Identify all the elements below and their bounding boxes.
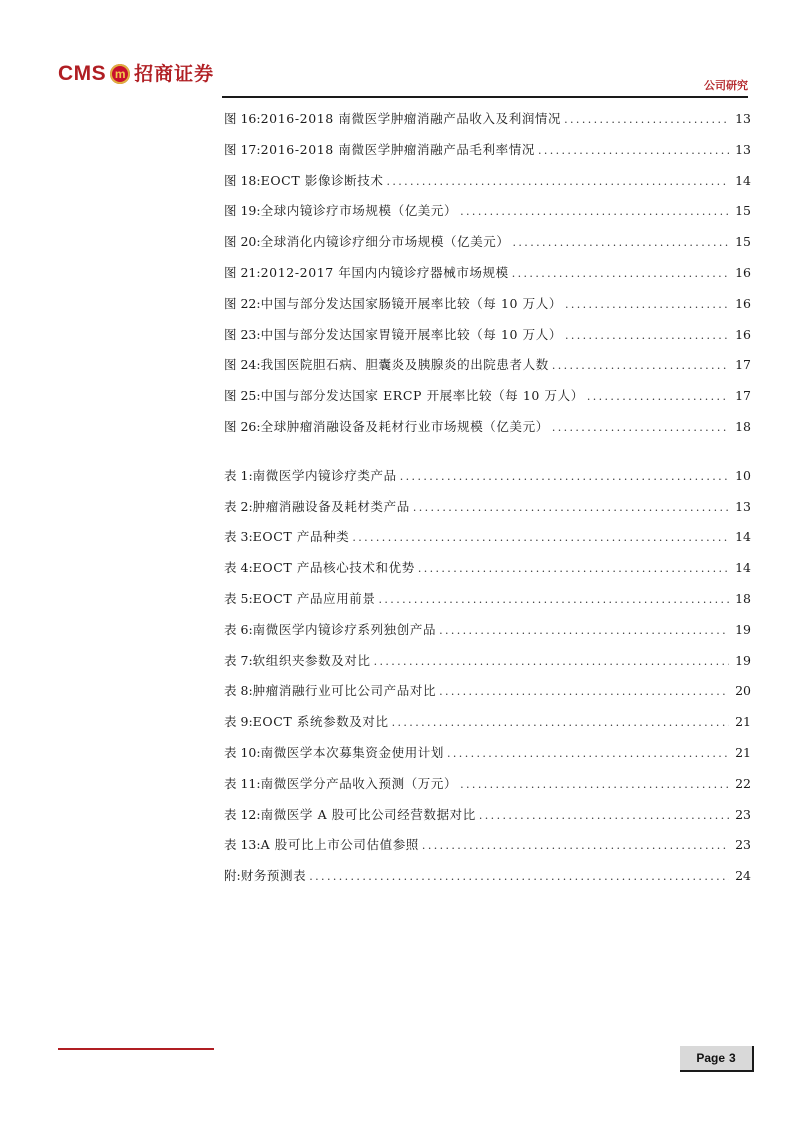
toc-entry-page: 16 — [735, 295, 751, 311]
toc-entry-page: 14 — [735, 529, 751, 545]
toc-entry-leader — [460, 197, 729, 228]
toc-entry-leader — [513, 228, 730, 259]
toc-entry-separator: : — [256, 295, 261, 311]
toc-entry-title: 南微医学 A 股可比公司经营数据对比 — [260, 806, 476, 822]
logo-latin-text: CMS — [58, 62, 107, 85]
toc-entry-title: 2012-2017 年国内内镜诊疗器械市场规模 — [260, 264, 509, 280]
table-list — [224, 461, 751, 892]
toc-entry-separator: : — [256, 837, 261, 853]
toc-entry-separator: : — [256, 357, 261, 373]
toc-entry-separator: : — [256, 744, 261, 760]
toc-entry-title: 全球内镜诊疗市场规模（亿美元） — [260, 203, 458, 219]
toc-entry-separator: : — [248, 590, 253, 606]
toc-entry[interactable] — [224, 135, 751, 166]
toc-entry-leader — [413, 493, 729, 524]
toc-entry-label: 图 22 — [224, 295, 257, 311]
toc-entry-separator: : — [256, 264, 261, 280]
toc-entry-label: 表 5 — [224, 590, 249, 606]
toc-entry-leader — [422, 831, 729, 862]
toc-entry-separator: : — [248, 467, 253, 483]
toc-entry-page: 19 — [735, 652, 751, 668]
toc-entry-label: 图 16 — [224, 111, 257, 126]
table-of-contents — [224, 104, 751, 892]
toc-entry-title: 全球肿瘤消融设备及耗材行业市场规模（亿美元） — [260, 418, 549, 434]
toc-entry-leader — [565, 290, 729, 321]
toc-entry-title: A 股可比上市公司估值参照 — [260, 837, 419, 853]
section-label: 公司研究 — [704, 79, 748, 92]
toc-entry-leader — [439, 616, 729, 647]
page-header — [0, 0, 793, 100]
toc-entry-title: 中国与部分发达国家 ERCP 开展率比较（每 10 万人） — [260, 388, 584, 404]
toc-entry-separator: : — [256, 326, 261, 342]
toc-entry-separator: : — [256, 388, 261, 404]
toc-entry-leader — [479, 801, 729, 832]
toc-entry-label: 表 6 — [224, 621, 249, 637]
toc-entry-page: 14 — [735, 560, 751, 576]
toc-entry-separator: : — [256, 418, 261, 434]
toc-entry[interactable] — [224, 738, 751, 769]
toc-entry-title: 南微医学分产品收入预测（万元） — [260, 775, 458, 791]
toc-entry-leader — [418, 554, 729, 585]
toc-entry-separator: : — [256, 775, 261, 791]
toc-entry[interactable] — [224, 707, 751, 738]
toc-entry-page: 18 — [735, 590, 751, 606]
toc-entry[interactable] — [224, 522, 751, 553]
toc-entry-page: 16 — [735, 326, 751, 342]
toc-entry-title: 肿瘤消融行业可比公司产品对比 — [252, 683, 437, 699]
toc-entry-label: 表 8 — [224, 683, 249, 699]
toc-entry-label: 表 12 — [224, 806, 257, 822]
toc-entry[interactable] — [224, 350, 751, 381]
toc-entry-label: 图 17 — [224, 141, 257, 157]
toc-entry-label: 表 2 — [224, 498, 249, 514]
toc-entry-title: 南微医学本次募集资金使用计划 — [260, 744, 445, 760]
toc-entry-separator: : — [256, 234, 261, 250]
toc-entry[interactable] — [224, 553, 751, 584]
toc-entry-label: 表 4 — [224, 560, 249, 576]
toc-entry-page: 13 — [735, 141, 751, 157]
logo-chinese-text: 招商证券 — [134, 63, 215, 85]
toc-entry[interactable] — [224, 646, 751, 677]
toc-entry[interactable] — [224, 320, 751, 351]
toc-entry-label: 附 — [224, 868, 237, 884]
toc-entry[interactable] — [224, 492, 751, 523]
toc-entry-separator: : — [256, 806, 261, 822]
toc-entry-label: 图 25 — [224, 388, 257, 404]
toc-entry[interactable] — [224, 830, 751, 861]
toc-entry-label: 图 18 — [224, 172, 257, 188]
toc-entry[interactable] — [224, 258, 751, 289]
toc-entry-leader — [352, 523, 729, 554]
company-logo — [58, 62, 214, 86]
toc-entry-leader — [439, 677, 729, 708]
toc-entry-label: 表 1 — [224, 467, 249, 483]
logo-emblem-icon: m — [110, 64, 130, 84]
toc-entry-leader — [460, 770, 729, 801]
toc-entry-title: 我国医院胆石病、胆囊炎及胰腺炎的出院患者人数 — [260, 357, 549, 373]
header-divider — [222, 96, 748, 98]
toc-entry[interactable] — [224, 800, 751, 831]
page-number: 3 — [729, 1051, 736, 1065]
toc-entry[interactable] — [224, 584, 751, 615]
toc-entry-page: 23 — [735, 837, 751, 853]
toc-entry-title: 中国与部分发达国家胃镜开展率比较（每 10 万人） — [260, 326, 562, 342]
toc-entry-separator: : — [256, 172, 261, 188]
page-word: Page — [696, 1051, 725, 1065]
toc-entry-separator: : — [248, 652, 253, 668]
toc-entry-separator: : — [256, 203, 261, 219]
toc-entry-title: 2016-2018 南微医学肿瘤消融产品毛利率情况 — [260, 141, 535, 157]
toc-entry-leader — [400, 462, 729, 493]
toc-entry-label: 表 3 — [224, 529, 249, 545]
toc-entry-page: 21 — [735, 714, 751, 730]
toc-entry-leader — [374, 647, 730, 678]
toc-entry-page: 19 — [735, 621, 751, 637]
toc-entry[interactable] — [224, 615, 751, 646]
toc-entry-page: 17 — [735, 357, 751, 373]
toc-entry-title: 肿瘤消融设备及耗材类产品 — [252, 498, 410, 514]
toc-entry-title: EOCT 产品核心技术和优势 — [252, 560, 415, 576]
toc-entry[interactable] — [224, 166, 751, 197]
toc-entry-leader — [565, 321, 729, 352]
toc-entry[interactable] — [224, 104, 751, 135]
toc-entry-leader — [447, 739, 729, 770]
toc-entry-label: 表 9 — [224, 714, 249, 730]
toc-entry-label: 表 7 — [224, 652, 249, 668]
toc-entry-page: 16 — [735, 264, 751, 280]
toc-entry-page: 15 — [735, 234, 751, 250]
toc-entry-leader — [538, 136, 729, 167]
toc-entry-title: 中国与部分发达国家肠镜开展率比较（每 10 万人） — [260, 295, 562, 311]
toc-entry-leader — [392, 708, 729, 739]
list-gap — [224, 443, 751, 461]
toc-entry-separator: : — [256, 141, 261, 157]
toc-entry-page: 24 — [735, 868, 751, 884]
toc-entry-label: 图 20 — [224, 234, 257, 250]
toc-entry[interactable] — [224, 861, 751, 892]
toc-entry-page: 22 — [735, 775, 751, 791]
toc-entry-label: 表 10 — [224, 744, 257, 760]
toc-entry-separator: : — [248, 529, 253, 545]
toc-entry-leader — [552, 351, 729, 382]
toc-entry-page: 21 — [735, 744, 751, 760]
toc-entry-leader — [587, 382, 729, 413]
toc-entry[interactable] — [224, 196, 751, 227]
toc-entry-title: 全球消化内镜诊疗细分市场规模（亿美元） — [260, 234, 510, 250]
toc-entry-label: 图 21 — [224, 264, 257, 280]
toc-entry[interactable] — [224, 227, 751, 258]
toc-entry[interactable] — [224, 381, 751, 412]
page-number-box — [680, 1046, 754, 1072]
toc-entry-title: 软组织夹参数及对比 — [252, 652, 371, 668]
toc-entry[interactable] — [224, 769, 751, 800]
toc-entry-separator: : — [236, 868, 241, 884]
toc-entry-title: EOCT 影像诊断技术 — [260, 172, 384, 188]
toc-entry-label: 表 11 — [224, 775, 257, 791]
footer-divider — [58, 1048, 214, 1050]
toc-entry-leader — [309, 862, 729, 893]
toc-entry-page: 15 — [735, 203, 751, 219]
toc-entry-title: 2016-2018 南微医学肿瘤消融产品收入及利润情况 — [260, 111, 562, 126]
toc-entry-separator: : — [248, 498, 253, 514]
toc-entry-title: EOCT 产品种类 — [252, 529, 350, 545]
toc-entry-separator: : — [248, 714, 253, 730]
toc-entry-page: 10 — [735, 467, 751, 483]
toc-entry-leader — [552, 413, 729, 444]
toc-entry-page: 17 — [735, 388, 751, 404]
toc-entry-title: 南微医学内镜诊疗类产品 — [252, 467, 397, 483]
toc-entry-page: 20 — [735, 683, 751, 699]
toc-entry-label: 图 23 — [224, 326, 257, 342]
toc-entry-separator: : — [248, 560, 253, 576]
toc-entry-label: 表 13 — [224, 837, 257, 853]
toc-entry[interactable] — [224, 676, 751, 707]
toc-entry-title: 南微医学内镜诊疗系列独创产品 — [252, 621, 437, 637]
toc-entry-separator: : — [248, 683, 253, 699]
toc-entry[interactable] — [224, 289, 751, 320]
toc-entry-leader — [379, 585, 730, 616]
toc-entry-leader — [564, 105, 729, 136]
toc-entry[interactable] — [224, 461, 751, 492]
toc-entry-leader — [386, 167, 729, 198]
toc-entry-separator: : — [248, 621, 253, 637]
toc-entry-title: EOCT 系统参数及对比 — [252, 714, 389, 730]
toc-entry-page: 18 — [735, 418, 751, 434]
toc-entry-label: 图 26 — [224, 418, 257, 434]
toc-entry-page: 13 — [735, 498, 751, 514]
toc-entry-page: 13 — [735, 111, 751, 126]
toc-entry-label: 图 24 — [224, 357, 257, 373]
toc-entry-label: 图 19 — [224, 203, 257, 219]
toc-entry-title: EOCT 产品应用前景 — [252, 590, 376, 606]
toc-entry-separator: : — [256, 111, 261, 126]
toc-entry-leader — [512, 259, 729, 290]
toc-entry[interactable] — [224, 412, 751, 443]
toc-entry-page: 14 — [735, 172, 751, 188]
figure-list — [224, 104, 751, 443]
toc-entry-title: 财务预测表 — [240, 868, 307, 884]
toc-entry-page: 23 — [735, 806, 751, 822]
